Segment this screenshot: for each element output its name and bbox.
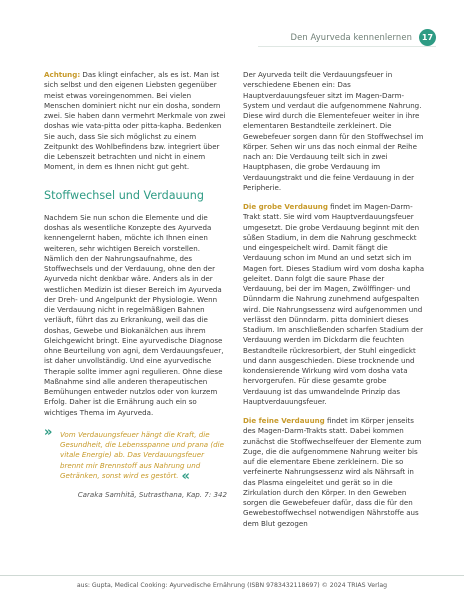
header-divider — [258, 46, 436, 47]
pull-quote — [44, 424, 227, 484]
coarse-digestion-text: findet im Magen-Darm-Trakt statt. Sie wird vom Hauptverdauungsfeuer umgesetzt. Die grobe Verdauung beginnt mit den süßen Stadium, in dem die Nahrung geschmeckt und eingespeichelt wird. Damit fängt die Verdauung schon im Mund an und setzt sich im Magen fort. Dieses Stadium wird vom dosha kapha geleitet. Dann folgt die saure Phase der Verdauung, bei der im Magen, Zwölffinger- und Dünndarm die Nahrung zunehmend aufgespalten wird. Die Nahrungsessenz wird aufgenommen und verlässt den Dünndarm. pitta dominiert dieses Stadium. Im anschließenden scharfen Stadium der Verdauung werden im Dickdarm die feuchten Bestandteile rückresorbiert, der Stuhl eingedickt und dann ausgeschieden. Diese trocknende und kondensierende Wirkung wird vom dosha vata hervorgerufen. Für diese gesamte grobe Verdauung ist das umwandelnde Prinzip das Hauptverdauungsfeuer. — [243, 202, 425, 406]
quote-open-icon: » — [44, 424, 53, 440]
caution-text: Das klingt einfacher, als es ist. Man ist sich selbst und den eigenen Liebsten gegenüber meist etwas voreingenommen. Bei vielen Menschen dominiert nicht nur ein dosha, sondern zwei. Sie haben dann vermehrt Merkmale von zwei doshas wie vata-pitta oder pitta-kapha. Bedenken Sie auch, dass Sie sich möglichst zu einem Zeitpunkt des Wohlbefindens bzw. integriert über die Lebenszeit betrachten und nicht in einem Moment, in dem es Ihnen nicht gut geht. — [44, 70, 226, 172]
right-column — [243, 70, 426, 529]
metabolism-paragraph: Nachdem Sie nun schon die Elemente und die doshas als wesentliche Konzepte des Ayurveda kennengelernt haben, möchte ich Ihnen einen weiteren, sehr wichtigen Bereich vorstellen. Nämlich den der Nahrungsaufnahme, des Stoffwechsels und der Verdauung, ohne den der Ayurveda nicht denkbar wäre. Anders als in der westlichen Medizin ist dieser Bereich im Ayurveda der Dreh- und Angelpunkt der Physiologie. Wenn die Verdauung nicht in regelmäßigen Bahnen verläuft, führt das zu Erkrankung, weil das die doshas, Gewebe und Biokanälchen aus ihrem Gleichgewicht bringt. Eine ayurvedische Diagnose ohne Beurteilung von agni, dem Verdauungsfeuer, ist daher unvollständig. Und eine ayurvedische Therapie sollte immer agni regulieren. Ohne diese Maßnahme sind alle anderen therapeutischen Bemühungen entweder nutzlos oder von kurzem Erfolg. Daher ist die Ernährung auch ein so wichtiges Thema im Ayurveda. — [44, 212, 224, 417]
copyright-footer: aus: Gupta, Medical Cooking: Ayurvedische Ernährung (ISBN 9783432118697) © 2024 TRIAS Verlag — [76, 582, 388, 589]
digestive-fire-paragraph: Der Ayurveda teilt die Verdauungsfeuer in verschiedene Ebenen ein: Das Hauptverdauungsfeuer sitzt im Magen-Darm-System und verdaut die aufgenommene Nahrung. Diese wird durch die Elementefeuer weiter in ihre elementaren Bestandteile zerkleinert. Die Gewebefeuer sorgen dann für den Stoffwechsel im Körper. Sehen wir uns das noch einmal der Reihe nach an: Die Verdauung teilt sich in zwei Hauptphasen, die grobe Verdauung im Verdauungstrakt und die feine Verdauung in der Peripherie. — [243, 70, 424, 192]
section-heading: Stoffwechsel und Verdauung — [44, 188, 204, 202]
caution-paragraph — [44, 70, 227, 173]
quote-text: Vom Verdauungsfeuer hängt die Kraft, die Gesundheit, die Lebensspanne und prana (die vitale Energie) ab. Das Verdauungsfeuer brennt mir Brennstoff aus Nahrung und Getränken, sonst wird es gestört. — [60, 429, 225, 480]
coarse-digestion-label: Die grobe Verdauung — [243, 202, 328, 211]
running-header — [291, 28, 420, 46]
fine-digestion-text: findet im Körper jenseits des Magen-Darm-Trakts statt. Dabei kommen zunächst die Stoffwechselfeuer der Elemente zum Zuge, die die aufgenommene Nahrung weiter bis auf die elementare Ebene zerkleinern. Die so verfeinerte Nahrungsessenz wird als Nährsaft in das Plasma eingeleitet und gerät so in die Zirkulation durch den Körper. In den Geweben sorgen die Gewebefeuer dafür, dass die für den Gewebestoffwechsel notwendigen Nährstoffe aus dem Blut gezogen — [243, 416, 422, 528]
left-column — [44, 70, 227, 500]
page-number-badge: 17 — [419, 29, 436, 46]
chapter-title: Den Ayurveda kennenlernen — [290, 32, 412, 42]
caution-label: Achtung: — [44, 70, 81, 79]
quote-close-icon: « — [181, 468, 190, 484]
fine-digestion-paragraph — [243, 416, 426, 529]
quote-source: Caraka Samhitā, Sutrasthana, Kap. 7: 342 — [77, 490, 227, 499]
coarse-digestion-paragraph — [243, 202, 426, 407]
fine-digestion-label: Die feine Verdauung — [243, 416, 325, 425]
footer-divider — [0, 575, 464, 576]
